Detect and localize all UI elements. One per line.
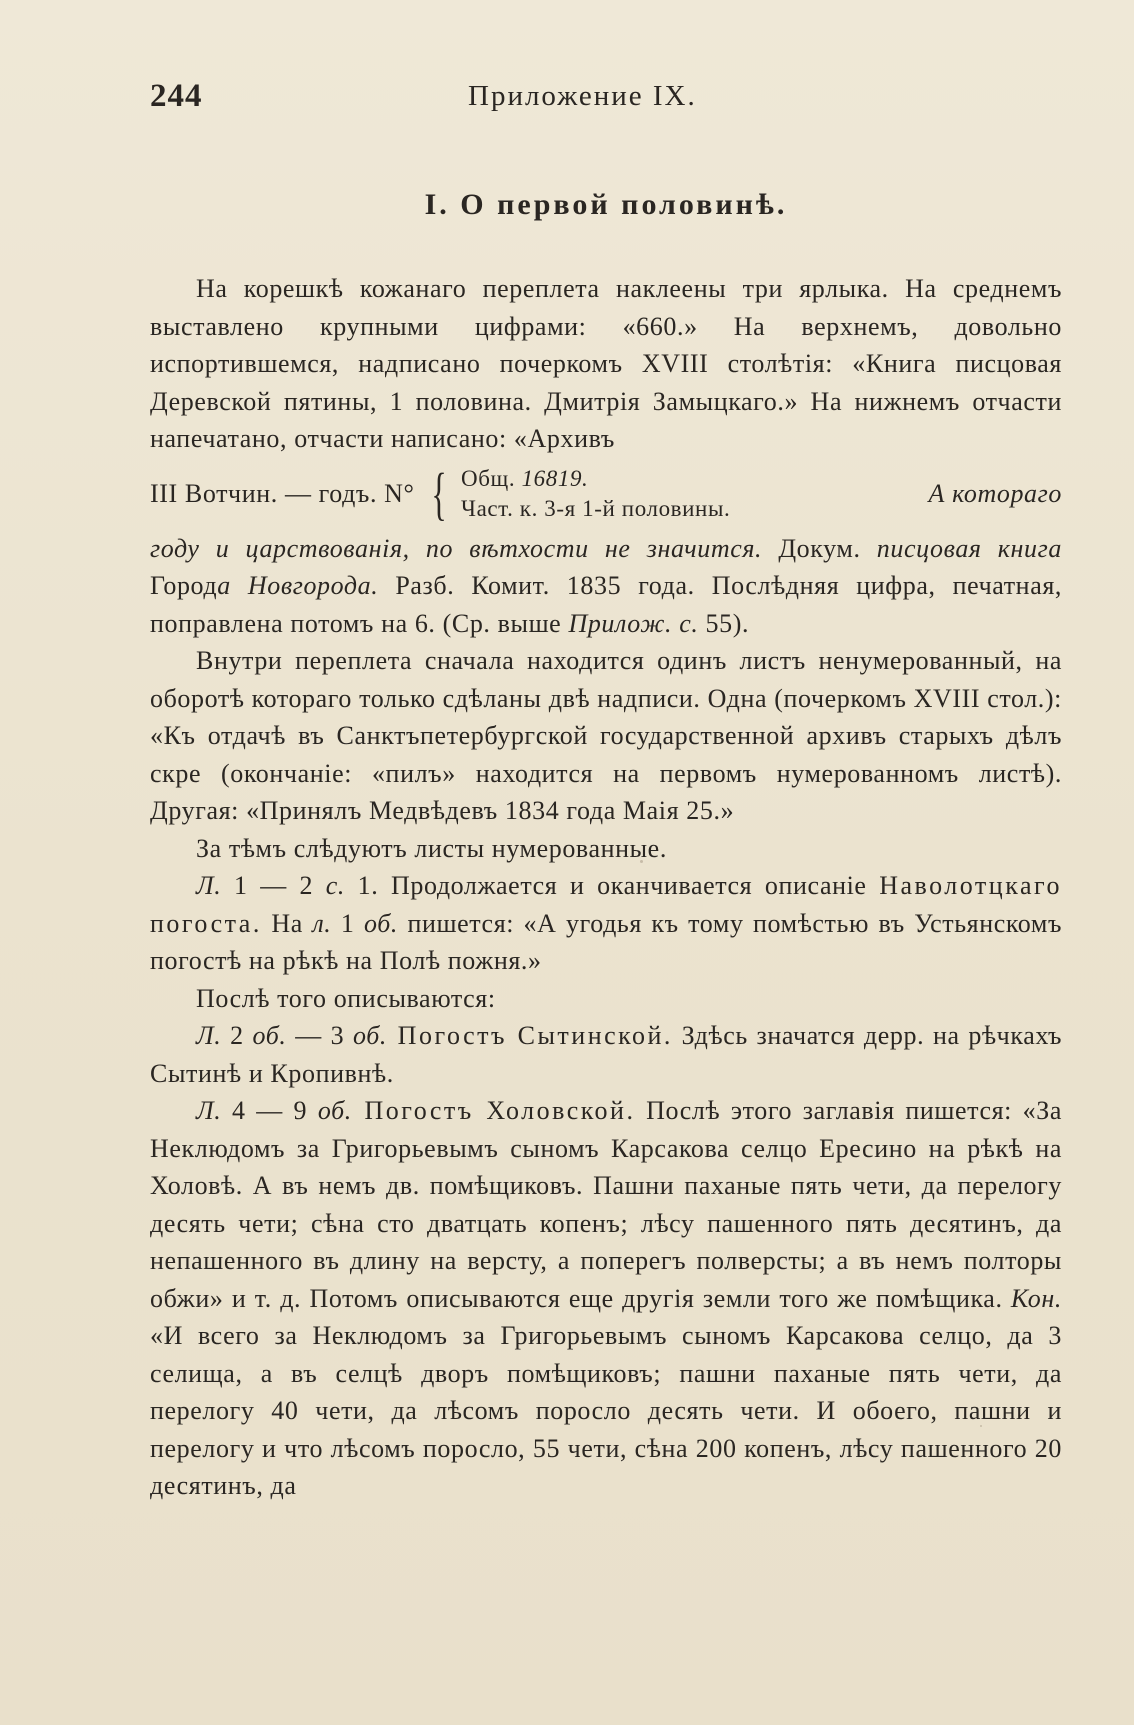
paragraph-text: Докум. bbox=[762, 533, 877, 563]
paragraph-text: 1 bbox=[331, 908, 364, 938]
paragraph-text: На bbox=[261, 908, 313, 938]
archive-general-label: Общ. bbox=[461, 465, 516, 491]
paper-speck bbox=[980, 1425, 982, 1427]
spaced-place-name: Погостъ Сытинской. bbox=[387, 1021, 673, 1050]
archive-line-part: Част. к. 3-я 1-й половины. bbox=[461, 495, 731, 521]
paragraph-text: пишется: «А угодья къ тому помѣстью въ Устьянскомъ погостѣ на рѣкѣ на Полѣ пожня.» bbox=[150, 908, 1063, 975]
curly-brace-icon: { bbox=[430, 460, 447, 526]
archive-label-prefix: III Вотчин. — годъ. N° bbox=[150, 478, 415, 508]
paragraph-leaves-1-2 bbox=[150, 867, 1062, 980]
leaf-reference: Кон. bbox=[1010, 1283, 1062, 1313]
archive-label-stack bbox=[461, 464, 730, 524]
paragraph-text: Разб. Комит. 1835 года. Послѣдняя цифра, печатная, поправлена потомъ на 6. (Ср. выше bbox=[150, 571, 1062, 638]
leaf-reference: об. bbox=[252, 1021, 287, 1050]
spaced-place-name: Погостъ Холовской. bbox=[351, 1096, 636, 1125]
leaf-reference: об. bbox=[352, 1021, 388, 1050]
paragraph-text: На корешкѣ кожанаго переплета наклеены три ярлыка. На среднемъ выставлено крупными цифрами: «660.» На верхнемъ, довольно испортившемся, надписано почеркомъ XVIII столѣтія: «Книга писцовая Деревской пятины, 1 половина. Дмитрія Замыцкаго.» На нижнемъ отчасти напечатано, отчасти написано: «Архивъ bbox=[150, 274, 1062, 453]
running-title: Приложение IX. bbox=[468, 80, 697, 112]
paragraph-text: 1. Продолжается и оканчивается описаніе bbox=[344, 871, 880, 900]
paragraph-text: 1 — 2 bbox=[221, 871, 326, 900]
cross-reference: Прилож. с. bbox=[568, 608, 699, 638]
page-number: 244 bbox=[150, 78, 203, 114]
section-title: I. О первой половинѣ. bbox=[424, 188, 788, 221]
paragraph-numbered-leaves: За тѣмъ слѣдуютъ листы нумерованные. bbox=[196, 833, 667, 863]
italic-phrase: писцовая книга bbox=[876, 533, 1062, 563]
paragraph-text: — 3 bbox=[286, 1021, 353, 1050]
leaf-reference: Л. bbox=[196, 871, 222, 900]
paragraph-leaves-4-9 bbox=[150, 1092, 1062, 1505]
italic-phrase: году и царствованія, по вѣтхости не значится. bbox=[150, 533, 763, 563]
spaced-place-name: Наволотцкаго погоста. bbox=[150, 871, 1062, 938]
leaf-reference: Л. bbox=[196, 1021, 222, 1050]
paragraph-text: Послѣ этого заглавія пишется: «За Неклюдомъ за Григорьевымъ сыномъ Карсакова селцо Ересино на рѣкѣ на Холовѣ. А въ немъ дв. помѣщиковъ. Пашни паханые пять чети, да перелогу десять чети; сѣна сто дватцать копенъ; лѣсу пашенного пять десятинъ, да непашенного въ длину на версту, а поперегъ полверсты; а въ немъ полторы обжи» и т. д. Потомъ описываются еще другія земли того же помѣщика. bbox=[150, 1096, 1063, 1313]
paragraph-text: 2 bbox=[221, 1021, 253, 1050]
leaf-reference: об. bbox=[363, 908, 398, 938]
leaf-reference: с. bbox=[325, 871, 345, 900]
leaf-reference: Л. bbox=[196, 1096, 222, 1125]
archive-line-general bbox=[461, 464, 730, 494]
archive-general-value: 16819. bbox=[521, 465, 589, 491]
paragraph-binding-labels-continued bbox=[150, 530, 1062, 643]
running-header bbox=[150, 78, 1062, 118]
italic-phrase: а Новгорода. bbox=[217, 571, 379, 600]
paragraph-text: 4 — 9 bbox=[221, 1096, 318, 1125]
paragraph-binding-labels bbox=[150, 270, 1062, 458]
paragraph-text: 55). bbox=[698, 608, 750, 638]
paragraph-text: Город bbox=[150, 571, 218, 600]
paragraph-after-that: Послѣ того описываются: bbox=[196, 983, 496, 1013]
paragraph-leaves-2-3 bbox=[150, 1017, 1062, 1092]
paragraph-text: «И всего за Неклюдомъ за Григорьевымъ сыномъ Карсакова селцо, да 3 селища, а въ селцѣ дворъ помѣщиковъ; пашни паханые пять чети, да перелогу 40 чети, да лѣсомъ поросло десять чети. И обоего, пашни и перелогу и что лѣсомъ поросло, 55 чети, сѣна 200 копенъ, лѣсу пашенного 20 десятинъ, да bbox=[150, 1321, 1062, 1500]
leaf-reference: л. bbox=[312, 908, 332, 938]
body-text bbox=[150, 270, 1062, 1505]
leaf-reference: об. bbox=[317, 1096, 352, 1125]
paper-speck bbox=[640, 860, 643, 863]
archive-label-suffix: А котораго bbox=[928, 478, 1062, 508]
paragraph-inside-binding: Внутри переплета сначала находится одинъ листъ ненумерованный, на оборотѣ котораго только сдѣланы двѣ надписи. Одна (почеркомъ XVIII стол.): «Къ отдачѣ въ Санктъпетербургской государственной архивъ старыхъ дѣлъ скре (окончаніе: «пилъ» находится на первомъ нумерованномъ листѣ). Другая: «Принялъ Медвѣдевъ 1834 года Маія 25.» bbox=[150, 646, 1062, 825]
paragraph-text: Здѣсь значатся дерр. на рѣчкахъ Сытинѣ и Кропивнѣ. bbox=[150, 1021, 1062, 1088]
archive-label-block bbox=[150, 460, 1062, 528]
